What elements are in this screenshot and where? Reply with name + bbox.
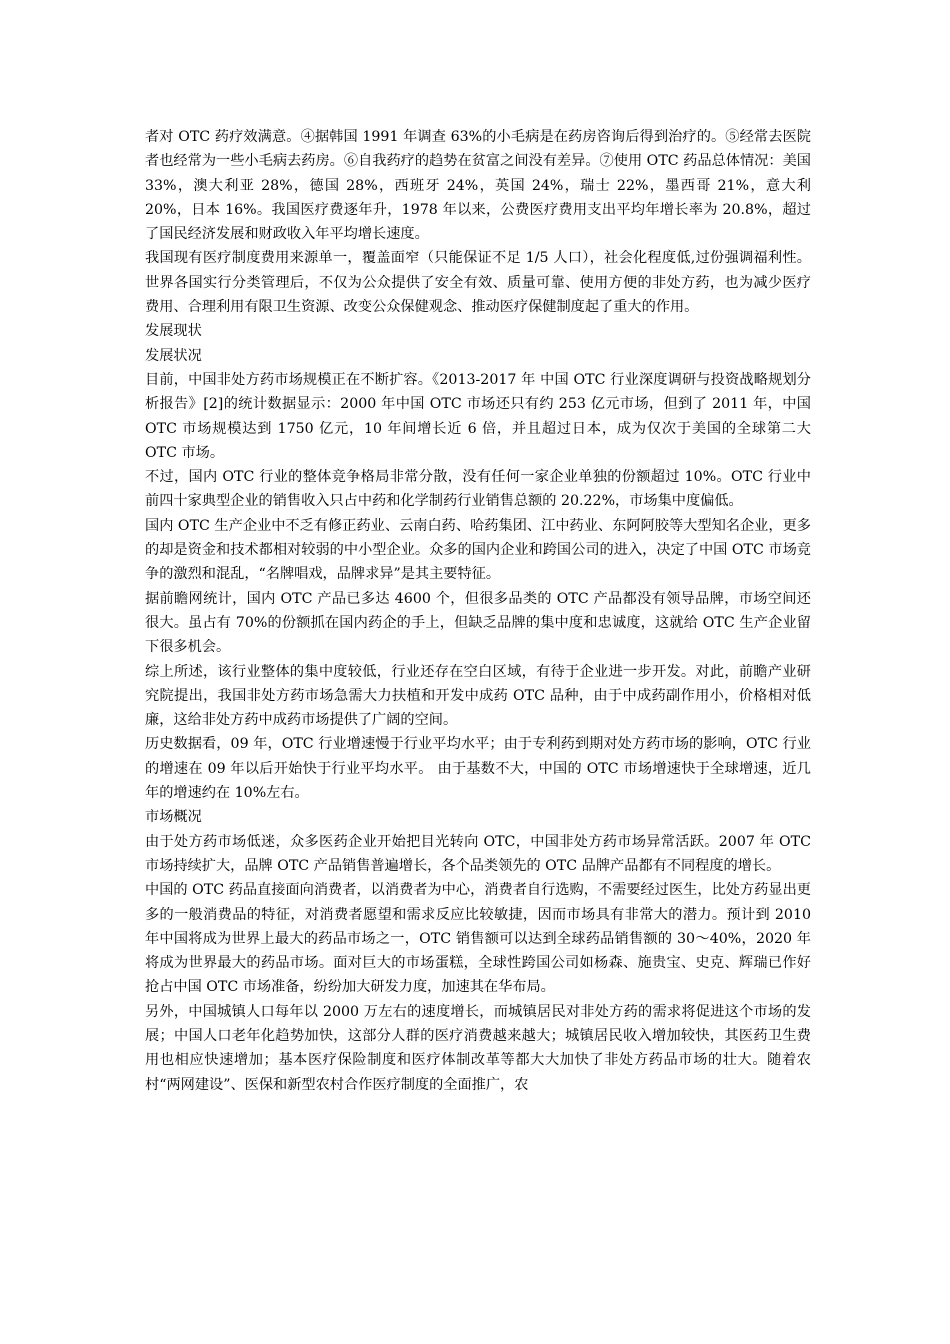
paragraph-product-statistics: 据前瞻网统计，国内 OTC 产品已多达 4600 个，但很多品类的 OTC 产品都没有领导品牌，市场空间还很大。虽占有 70%的份额抓在国内药企的手上，但缺乏品牌的集中度和忠诚度，这就给 OTC 生产企业留下很多机会。 xyxy=(145,590,811,656)
paragraph-market-scale: 目前，中国非处方药市场规模正在不断扩容。《2013-2017 年 中国 OTC 行业深度调研与投资战略规划分析报告》[2]的统计数据显示：2000 年中国 OTC 市场还只有约 253 亿元市场，但到了 2011 年，中国 OTC 市场规模达到 1750 亿元，10 年间增长近 6 倍，并且超过日本，成为仅次于美国的全球第二大 OTC 市场。 xyxy=(145,371,811,461)
paragraph-summary: 综上所述，该行业整体的集中度较低，行业还存在空白区域，有待于企业进一步开发。对此，前瞻产业研究院提出，我国非处方药市场急需大力扶植和开发中成药 OTC 品种，由于中成药副作用小，价格相对低廉，这给非处方药中成药市场提供了广阔的空间。 xyxy=(145,663,811,729)
document-page xyxy=(145,125,811,1097)
paragraph-consumer-orientation: 中国的 OTC 药品直接面向消费者，以消费者为中心，消费者自行选购，不需要经过医生，比处方药显出更多的一般消费品的特征，对消费者愿望和需求反应比较敏捷，因而市场具有非常大的潜力。预计到 2010 年中国将成为世界上最大的药品市场之一，OTC 销售额可以达到全球药品销售额的 30～40%，2020 年将成为世界最大的药品市场。面对巨大的市场蛋糕，全球性跨国公司如杨森、施贵宝、史克、辉瑞已作好抢占中国 OTC 市场准备，纷纷加大研发力度，加速其在华布局。 xyxy=(145,882,811,996)
paragraph-urbanization: 另外，中国城镇人口每年以 2000 万左右的速度增长，而城镇居民对非处方药的需求将促进这个市场的发展；中国人口老年化趋势加快，这部分人群的医疗消费越来越大；城镇居民收入增加较快，其医药卫生费用也相应快速增加；基本医疗保险制度和医疗体制改革等都大大加快了非处方药品市场的壮大。随着农村“两网建设”、医保和新型农村合作医疗制度的全面推广，农 xyxy=(145,1003,811,1093)
paragraph-medical-system: 我国现有医疗制度费用来源单一，覆盖面窄（只能保证不足 1/5 人口），社会化程度低,过份强调福利性。世界各国实行分类管理后，不仅为公众提供了安全有效、质量可靠、使用方便的非处方药，也为减少医疗费用、合理利用有限卫生资源、改变公众保健观念、推动医疗保健制度起了重大的作用。 xyxy=(145,250,811,316)
paragraph-domestic-companies: 国内 OTC 生产企业中不乏有修正药业、云南白药、哈药集团、江中药业、东阿阿胶等大型知名企业，更多的却是资金和技术都相对较弱的中小型企业。众多的国内企业和跨国公司的进入，决定了中国 OTC 市场竞争的激烈和混乱，“名牌唱戏，品牌求异”是其主要特征。 xyxy=(145,517,811,583)
paragraph-otc-survey: 者对 OTC 药疗效满意。④据韩国 1991 年调查 63%的小毛病是在药房咨询后得到治疗的。⑤经常去医院者也经常为一些小毛病去药房。⑥自我药疗的趋势在贫富之间没有差异。⑦使用 OTC 药品总体情况：美国 33%，澳大利亚 28%，德国 28%，西班牙 24%，英国 24%，瑞士 22%，墨西哥 21%，意大利 20%，日本 16%。我国医疗费逐年升，1978 年以来，公费医疗费用支出平均年增长率为 20.8%，超过了国民经济发展和财政收入年平均增长速度。 xyxy=(145,129,811,243)
heading-development-situation: 发展状况 xyxy=(145,347,202,364)
heading-development-status: 发展现状 xyxy=(145,323,202,340)
heading-market-overview: 市场概况 xyxy=(145,809,202,826)
paragraph-historical-data: 历史数据看，09 年，OTC 行业增速慢于行业平均水平；由于专利药到期对处方药市场的影响，OTC 行业的增速在 09 年以后开始快于行业平均水平。 由于基数不大，中国的 OTC 市场增速快于全球增速，近几年的增速约在 10%左右。 xyxy=(145,736,811,802)
paragraph-market-activity: 由于处方药市场低迷，众多医药企业开始把目光转向 OTC，中国非处方药市场异常活跃。2007 年 OTC 市场持续扩大，品牌 OTC 产品销售普遍增长，各个品类领先的 OTC 品牌产品都有不同程度的增长。 xyxy=(145,833,811,874)
paragraph-competition: 不过，国内 OTC 行业的整体竞争格局非常分散，没有任何一家企业单独的份额超过 10%。OTC 行业中前四十家典型企业的销售收入只占中药和化学制药行业销售总额的 20.22%，市场集中度偏低。 xyxy=(145,469,811,510)
